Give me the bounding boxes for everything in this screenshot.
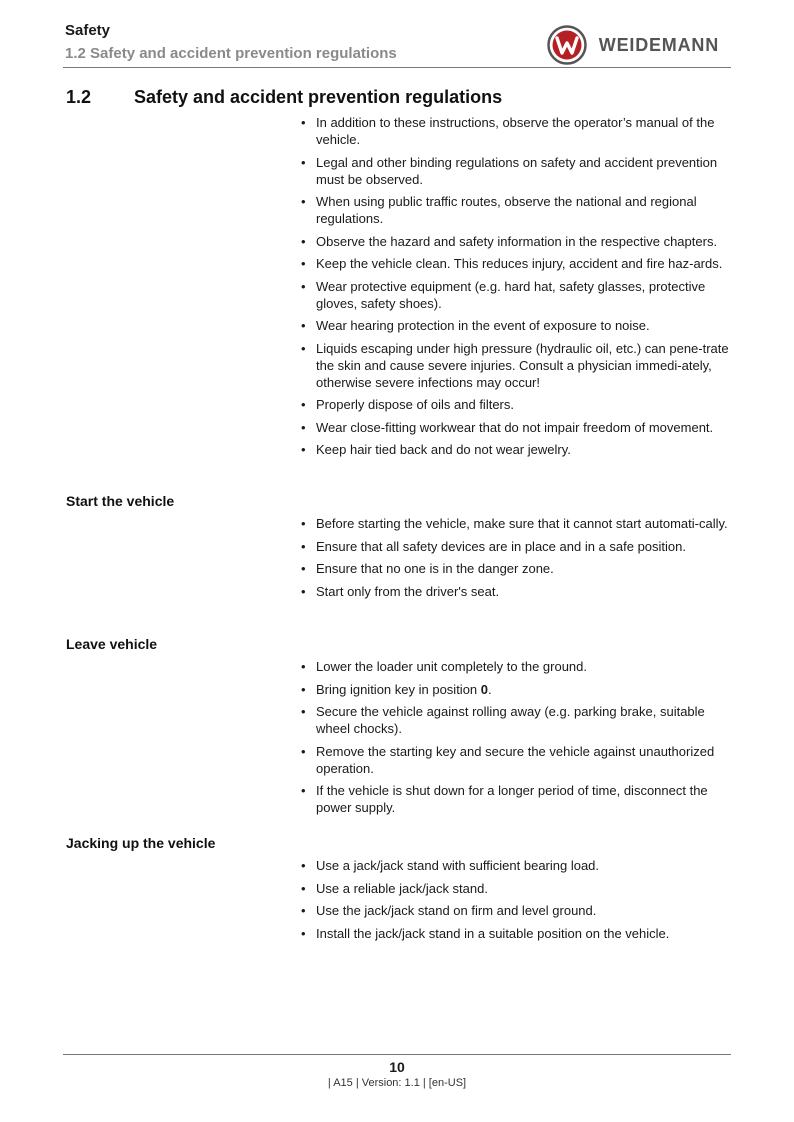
list-item: • Use a jack/jack stand with sufficient bearing load. [301,857,733,874]
weidemann-logo-mark [547,25,587,65]
list-item: • Use the jack/jack stand on firm and level ground. [301,902,733,919]
general-safety-list [301,114,733,464]
list-item: • Ensure that no one is in the danger zone. [301,560,733,577]
list-item: • Observe the hazard and safety information in the respective chapters. [301,233,733,250]
list-item: • Keep hair tied back and do not wear jewelry. [301,441,733,458]
section-number: 1.2 [66,87,92,107]
list-item: • When using public traffic routes, observe the national and regional regulations. [301,193,733,227]
list-item: • Legal and other binding regulations on safety and accident prevention must be observed. [301,154,733,188]
list-item: • Install the jack/jack stand in a suitable position on the vehicle. [301,925,733,942]
version-info: | A15 | Version: 1.1 | [en-US] [327,1077,467,1089]
start-vehicle-heading: Start the vehicle [66,493,175,509]
jacking-heading: Jacking up the vehicle [66,835,216,851]
list-item: • Use a reliable jack/jack stand. [301,880,733,897]
list-item: • Wear protective equipment (e.g. hard hat, safety glasses, protective gloves, safety shoes). [301,278,733,312]
footer-divider [63,1054,731,1055]
ignition-text: Bring ignition key in position [316,681,481,697]
list-item: • Wear hearing protection in the event of exposure to noise. [301,317,733,334]
leave-vehicle-list [301,658,733,822]
header-subtitle: 1.2 Safety and accident prevention regulations [65,45,397,62]
list-item: • Keep the vehicle clean. This reduces injury, accident and fire haz-ards. [301,255,733,272]
ignition-position: 0 [480,681,488,697]
list-item [301,681,733,698]
list-item: • If the vehicle is shut down for a longer period of time, disconnect the power supply. [301,782,733,816]
list-item: • Before starting the vehicle, make sure that it cannot start automati-cally. [301,515,733,532]
list-item: • Secure the vehicle against rolling away (e.g. parking brake, suitable wheel chocks). [301,703,733,737]
page-number: 10 [389,1059,405,1075]
header-divider [63,67,731,68]
start-vehicle-list [301,515,733,605]
list-item: • Remove the starting key and secure the vehicle against unauthorized operation. [301,743,733,777]
list-item: • Lower the loader unit completely to the ground. [301,658,733,675]
header-title: Safety [65,22,111,39]
section-title: Safety and accident prevention regulations [134,87,503,107]
ignition-text-end: . [488,681,492,697]
list-item: • In addition to these instructions, observe the operator’s manual of the vehicle. [301,114,733,148]
jacking-list [301,857,733,947]
list-item: • Liquids escaping under high pressure (hydraulic oil, etc.) can pene-trate the skin and cause severe injuries. Consult a physician immedi-ately, otherwise severe infections may occur! [301,340,733,391]
page-header [65,20,731,68]
list-item: • Wear close-fitting workwear that do not impair freedom of movement. [301,419,733,436]
list-item: • Ensure that all safety devices are in place and in a safe position. [301,538,733,555]
list-item: • Start only from the driver's seat. [301,583,733,600]
list-item: • Properly dispose of oils and filters. [301,396,733,413]
leave-vehicle-heading: Leave vehicle [66,636,158,652]
logo-text: WEIDEMANN [598,34,719,55]
weidemann-logo [547,25,719,65]
